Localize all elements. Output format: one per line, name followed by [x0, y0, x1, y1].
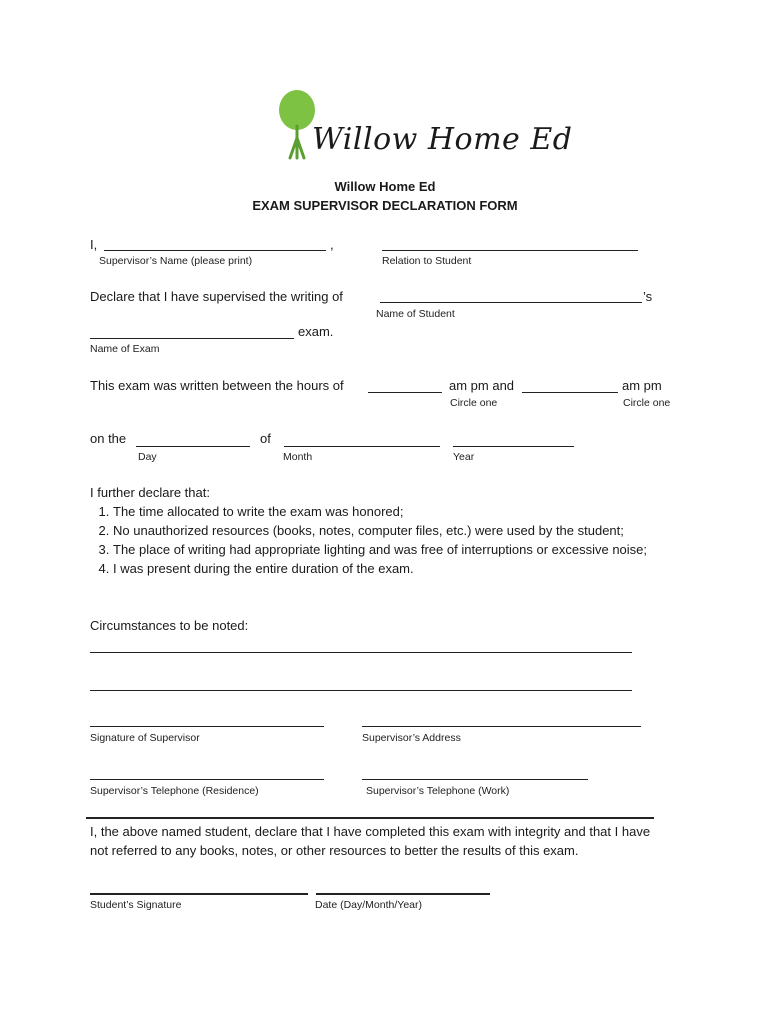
form-title: EXAM SUPERVISOR DECLARATION FORM	[252, 198, 518, 213]
date-label: Date (Day/Month/Year)	[315, 899, 422, 911]
declare-intro: I further declare that:	[90, 485, 210, 500]
supervisor-address-field[interactable]	[362, 726, 641, 727]
student-signature-label: Student’s Signature	[90, 899, 182, 911]
list-item: 2. No unauthorized resources (books, notes, computer files, etc.) were used by the student;	[113, 521, 693, 540]
tel-residence-label: Supervisor’s Telephone (Residence)	[90, 785, 259, 797]
relation-label: Relation to Student	[382, 255, 472, 267]
date-field[interactable]	[316, 893, 490, 895]
ampm-end[interactable]: am pm	[622, 378, 662, 393]
student-name-field[interactable]	[380, 302, 642, 303]
supervisor-name-field[interactable]	[104, 250, 326, 251]
declare-text: Declare that I have supervised the writing of	[90, 289, 343, 304]
year-label: Year	[453, 451, 475, 463]
supervisor-signature-field[interactable]	[90, 726, 324, 727]
relation-field[interactable]	[382, 250, 638, 251]
tel-work-label: Supervisor’s Telephone (Work)	[366, 785, 510, 797]
student-statement: I, the above named student, declare that I have completed this exam with integrity and that I have not referred to any books, notes, or other resources to better the results of this exam.	[90, 824, 651, 858]
circumstances-line-2[interactable]	[90, 690, 632, 691]
declaration-list	[90, 502, 693, 578]
start-hour-field[interactable]	[368, 392, 442, 393]
exam-name-field[interactable]	[90, 338, 294, 339]
circumstances-line-1[interactable]	[90, 652, 632, 653]
of-text: of	[260, 431, 271, 446]
section-divider	[86, 817, 654, 819]
ampm-and[interactable]: am pm and	[449, 378, 515, 393]
hours-text: This exam was written between the hours of	[90, 378, 344, 393]
year-field[interactable]	[453, 446, 574, 447]
month-field[interactable]	[284, 446, 440, 447]
tel-work-field[interactable]	[362, 779, 588, 780]
supervisor-signature-label: Signature of Supervisor	[90, 732, 200, 744]
list-item: 1. The time allocated to write the exam was honored;	[113, 502, 693, 521]
end-hour-field[interactable]	[522, 392, 618, 393]
circumstances-label: Circumstances to be noted:	[90, 618, 249, 633]
possessive-suffix: ’s	[643, 289, 653, 304]
student-signature-field[interactable]	[90, 893, 308, 895]
day-field[interactable]	[136, 446, 250, 447]
supervisor-address-label: Supervisor’s Address	[362, 732, 461, 744]
student-name-label: Name of Student	[376, 308, 455, 320]
supervisor-name-label: Supervisor’s Name (please print)	[99, 255, 253, 267]
circle-one-label-1: Circle one	[450, 397, 498, 409]
exam-name-label: Name of Exam	[90, 343, 160, 355]
list-item: 4. I was present during the entire duration of the exam.	[113, 559, 693, 578]
day-label: Day	[138, 451, 157, 463]
comma: ,	[330, 237, 334, 252]
exam-suffix: exam.	[298, 324, 334, 339]
circle-one-label-2: Circle one	[623, 397, 671, 409]
list-item: 3. The place of writing had appropriate lighting and was free of interruptions or excessive noise;	[113, 540, 653, 559]
on-the-text: on the	[90, 431, 127, 446]
org-name: Willow Home Ed	[334, 179, 436, 194]
month-label: Month	[283, 451, 313, 463]
i-prefix: I,	[90, 237, 98, 252]
logo-wordmark: Willow Home Ed	[312, 122, 573, 157]
tel-residence-field[interactable]	[90, 779, 324, 780]
